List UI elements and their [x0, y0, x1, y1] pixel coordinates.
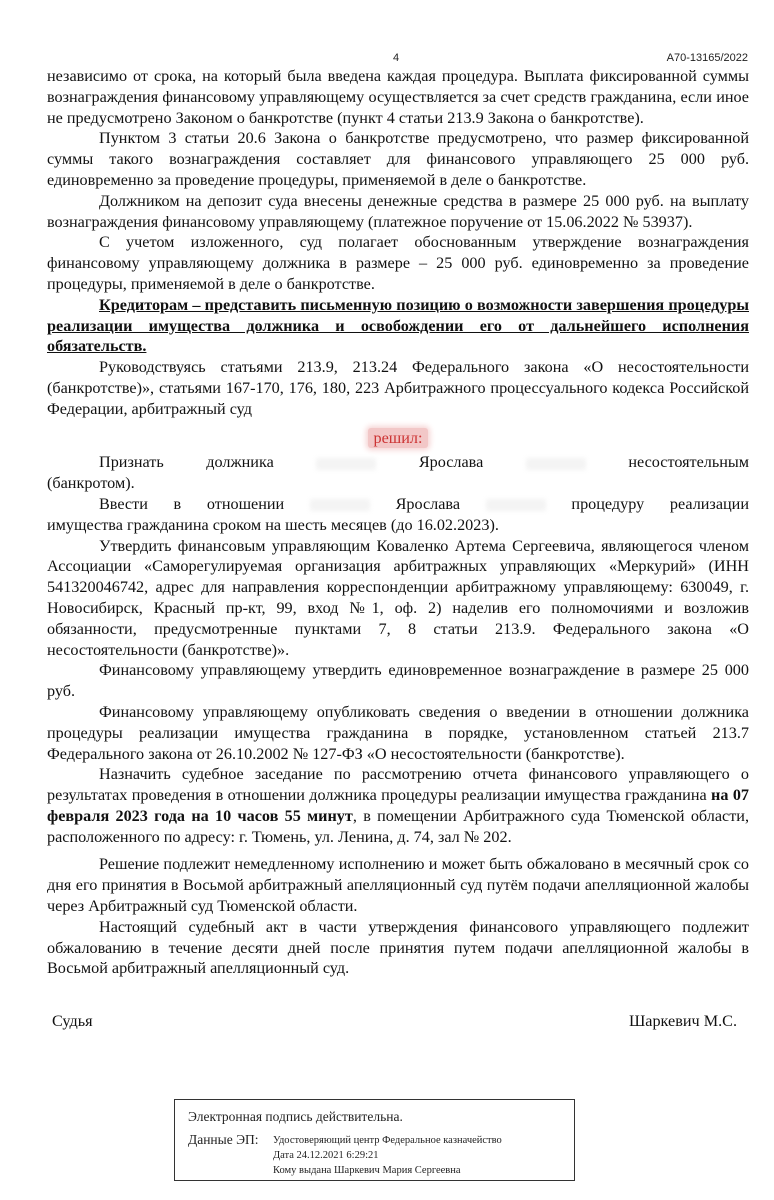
signature-owner: Кому выдана Шаркевич Мария Сергеевна — [273, 1165, 461, 1176]
paragraph: независимо от срока, на который была введена каждая процедура. Выплата фиксированной суммы вознаграждения финансовому управляющему осуществляется за счет средств гражданина, если иное не предусмотрено Законом о банкротстве (пункт 4 статьи 213.9 Закона о банкротстве). — [47, 67, 749, 127]
redacted-text — [310, 499, 370, 511]
decision-text: Ввести в отношении — [99, 494, 285, 513]
decision-item: Финансовому управляющему опубликовать сведения о введении в отношении должника процедуры реализации имущества гражданина в порядке, установленном статьей 213.7 Федерального закона от 26.10.2002 № 127-ФЗ «О несостоятельности (банкротстве). — [47, 702, 749, 763]
decision-text: , в помещении Арбитражного суда Тюменской области, расположенного по адресу: г. Тюмень, ул. Ленина, д. 74, зал № 202. — [47, 806, 749, 846]
decision-item-cont: имущества гражданина сроком на шесть месяцев (до 16.02.2023). — [47, 515, 499, 534]
decision-item — [47, 494, 749, 515]
paragraph: Руководствуясь статьями 213.9, 213.24 Федерального закона «О несостоятельности (банкротстве)», статьями 167-170, 176, 180, 223 Арбитражного процессуального кодекса Российской Федерации, арбитражный суд — [47, 358, 749, 418]
signature-date: Дата 24.12.2021 6:29:21 — [273, 1150, 379, 1161]
hearing-date: на 07 февраля 2023 года на 10 часов 55 минут — [47, 786, 750, 825]
creditors-instruction-text: Кредиторам – представить письменную позицию о возможности завершения процедуры реализации имущества должника и освобождении его от дальнейшего исполнения обязательств. — [47, 295, 749, 356]
judge-label: Судья — [52, 1012, 93, 1030]
debtor-name: Ярослава — [418, 453, 484, 472]
signature-details — [273, 1133, 502, 1178]
signature-issuer: Удостоверяющий центр Федеральное казначейство — [273, 1135, 502, 1146]
decision-item-cont: (банкротом). — [47, 474, 135, 493]
decision-text: Признать должника — [99, 453, 274, 472]
redacted-text — [526, 458, 586, 470]
judge-name: Шаркевич М.С. — [628, 1012, 737, 1030]
decision-item: Утвердить финансовым управляющим Коваленко Артема Сергеевича, являющегося членом Ассоциации «Саморегулируемая организация арбитражных управляющих «Меркурий» (ИНН 541320046742, адрес для направления корреспонденции арбитражному управляющему: 630049, г. Новосибирск, Красный пр-кт, 99, вход №1, оф. 2) наделив его полномочиями и возложив обязанности, предусмотренные пунктами 7, 8 статьи 213.9. Федерального закона «О несостоятельности (банкротстве)». — [47, 536, 749, 659]
decided-label: решил: — [368, 428, 429, 449]
document-body — [47, 66, 749, 979]
paragraph: Должником на депозит суда внесены денежные средства в размере 25 000 руб. на выплату вознаграждения финансовому управляющему (платежное поручение от 15.06.2022 № 53937). — [47, 191, 749, 231]
signature-status: Электронная подпись действительна. — [188, 1109, 403, 1124]
page-number: 4 — [393, 52, 400, 64]
e-signature-box — [174, 1099, 575, 1181]
decision-item — [47, 764, 749, 847]
redacted-text — [316, 458, 376, 470]
decision-text: Назначить судебное заседание по рассмотрению отчета финансового управляющего о результатах проведения в отношении должника процедуры реализации имущества гражданина — [47, 765, 749, 805]
redacted-text — [486, 499, 546, 511]
decision-item: Настоящий судебный акт в части утверждения финансового управляющего подлежит обжалованию в течение десяти дней после принятия путем подачи апелляционной жалобы в Восьмой арбитражный апелляционный суд. — [47, 917, 749, 978]
decision-text: несостоятельным — [628, 453, 750, 472]
decision-item — [47, 452, 749, 473]
debtor-name: Ярослава — [395, 494, 461, 513]
paragraph: С учетом изложенного, суд полагает обоснованным утверждение вознаграждения финансовому управляющему должника в размере – 25 000 руб. единовременно за проведение процедуры, применяемой в деле о банкротстве. — [47, 233, 749, 293]
paragraph: Пунктом 3 статьи 20.6 Закона о банкротстве предусмотрено, что размер фиксированной суммы такого вознаграждения составляет для финансового управляющего 25 000 руб. единовременно за проведение процедуры, применяемой в деле о банкротстве. — [47, 129, 749, 189]
decided-heading — [47, 428, 749, 449]
signature-data-label: Данные ЭП: — [188, 1132, 259, 1147]
creditors-instruction — [47, 295, 749, 357]
case-number: А70-13165/2022 — [666, 52, 748, 64]
decision-item: Финансовому управляющему утвердить единовременное вознаграждение в размере 25 000 руб. — [47, 661, 749, 701]
decision-text: процедуру реализации — [571, 494, 750, 513]
decision-item: Решение подлежит немедленному исполнению и может быть обжаловано в месячный срок со дня его принятия в Восьмой арбитражный апелляционный суд путём подачи апелляционной жалобы через Арбитражный суд Тюменской области. — [47, 855, 749, 916]
